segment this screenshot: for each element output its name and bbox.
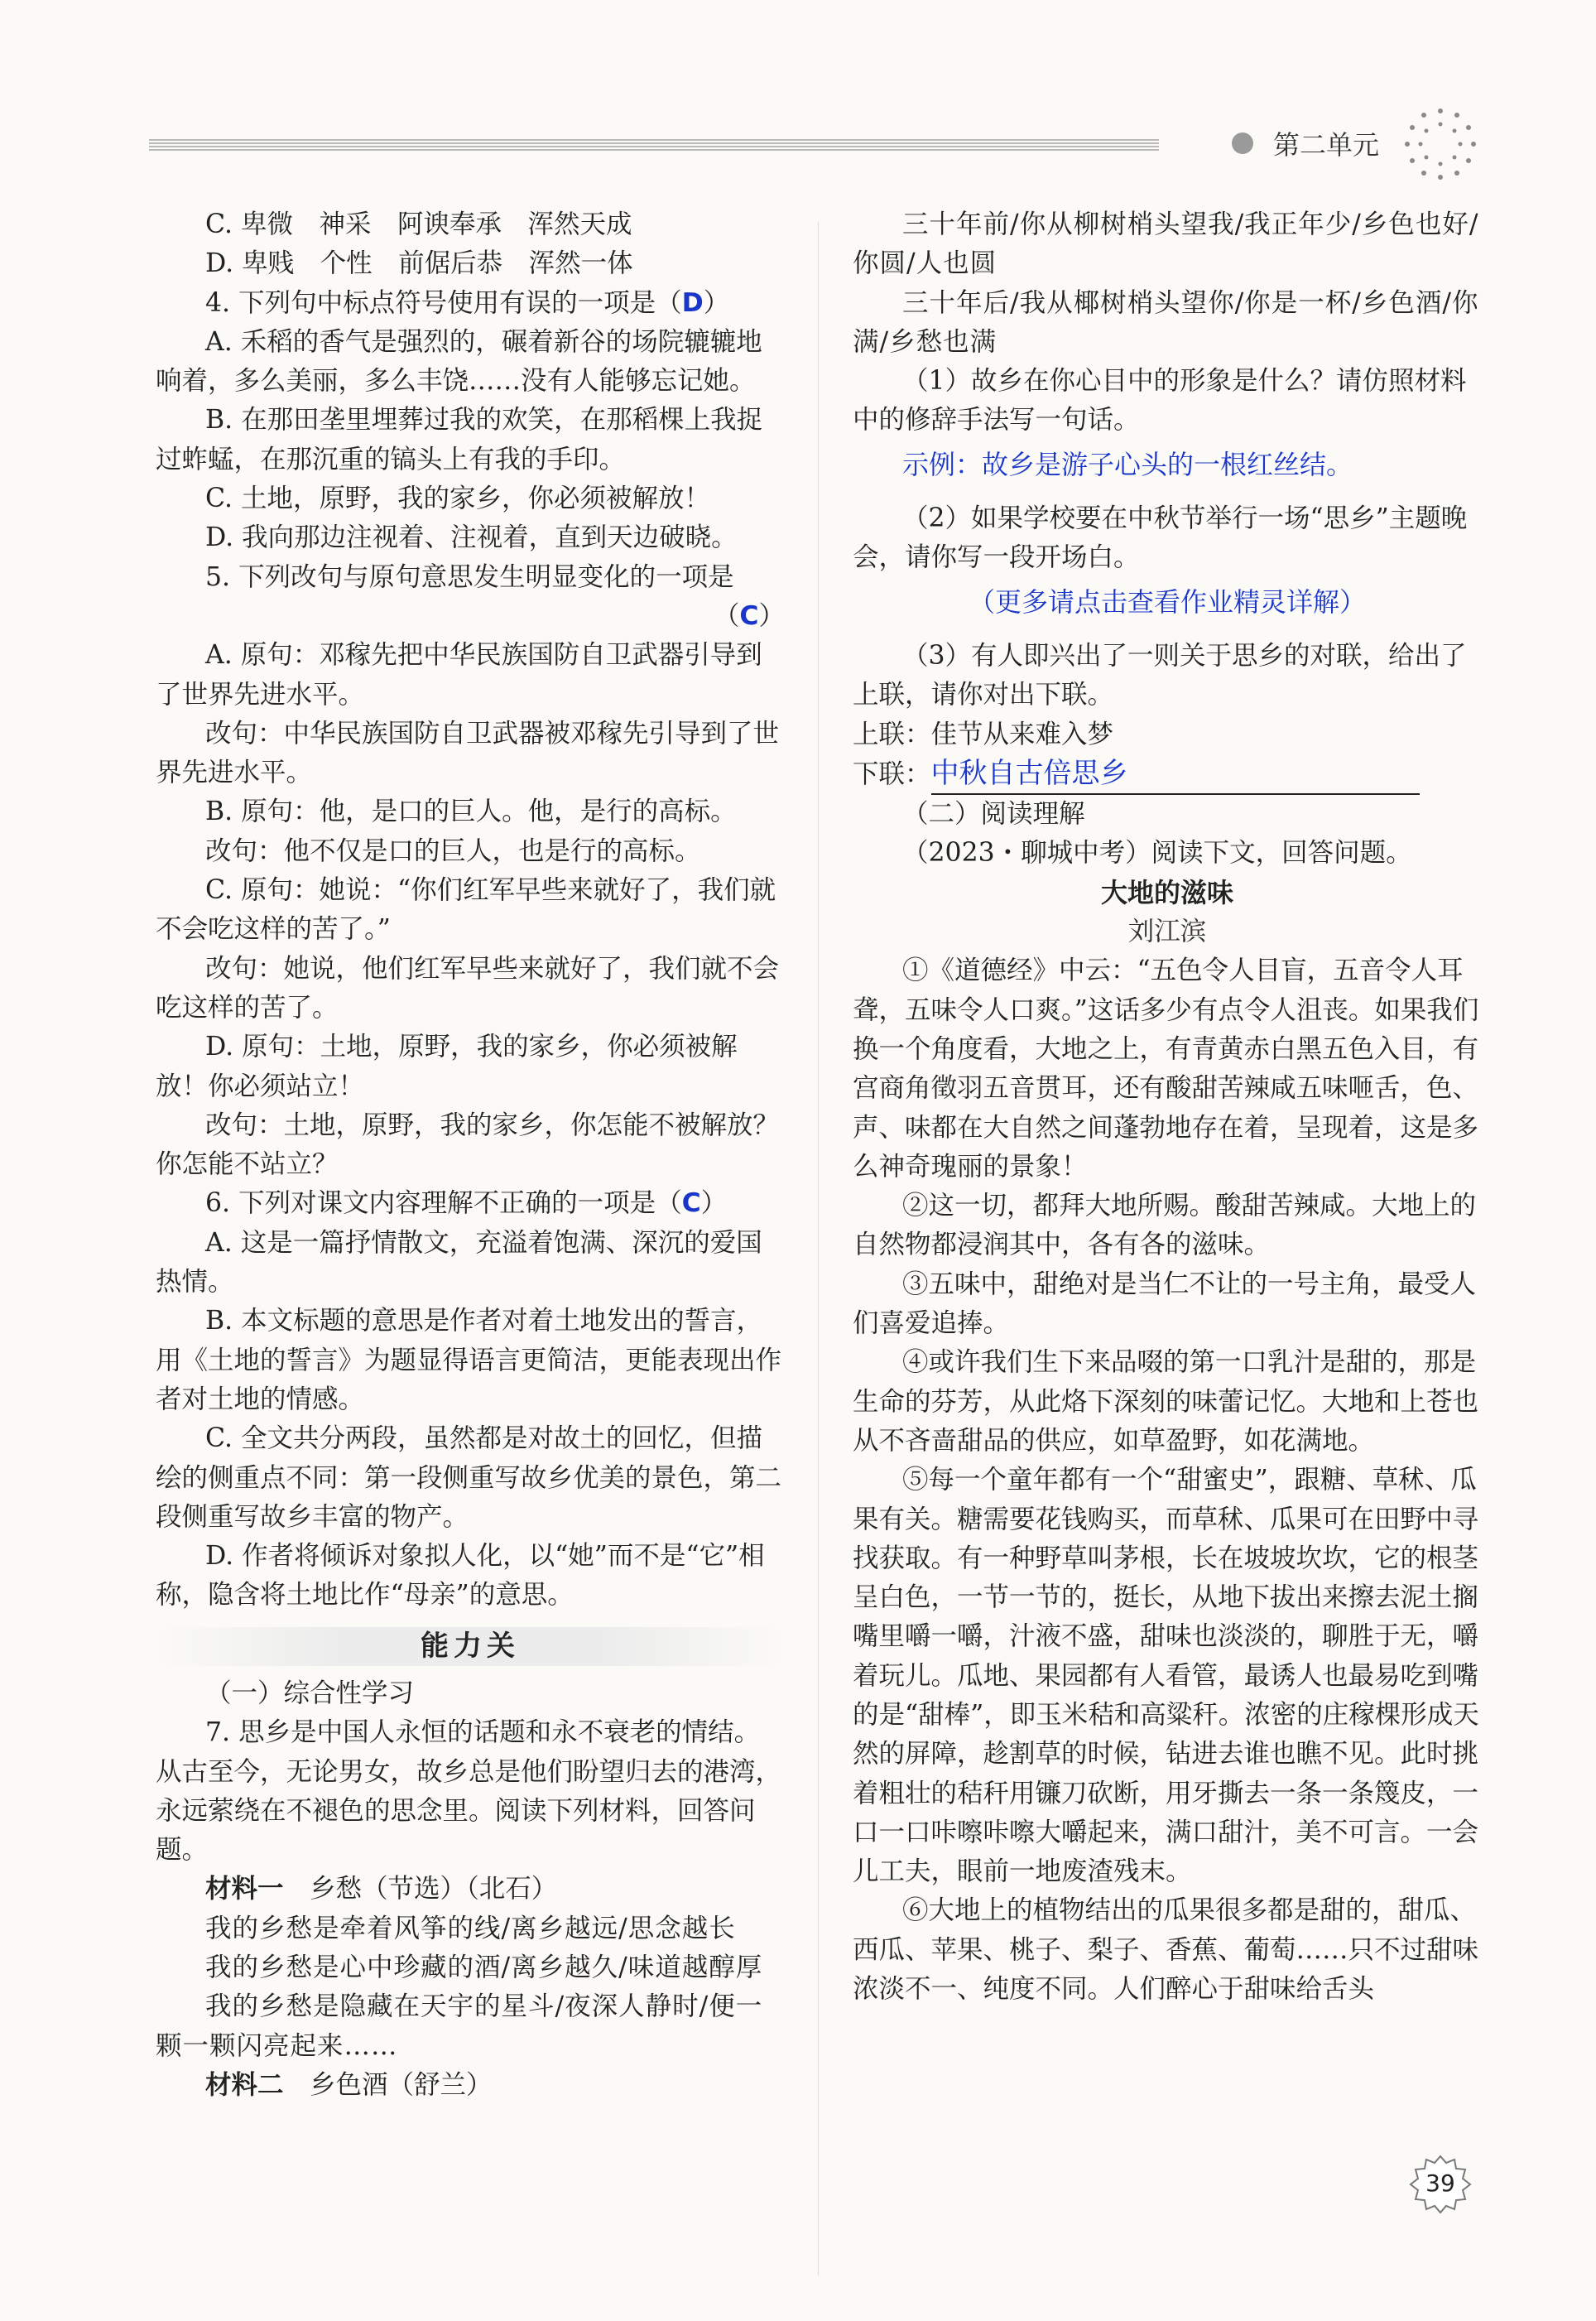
subsection-2: （二）阅读理解 xyxy=(902,799,1085,830)
q5-option-d-revised: 改句：土地，原野，我的家乡，你怎能不被解放？你怎能不站立？ xyxy=(156,1110,780,1180)
paragraph-3: ③五味中，甜绝对是当仁不让的一号主角，最受人们喜爱追捧。 xyxy=(853,1269,1477,1339)
answer-4: D xyxy=(681,287,704,318)
paragraph-6: ⑥大地上的植物结出的瓜果很多都是甜的，甜瓜、西瓜、苹果、桃子、梨子、香蕉、葡萄……只不过甜味浓淡不一、纯度不同。人们醉心于甜味给舌头 xyxy=(853,1895,1479,2005)
answer-7-1: 示例：故乡是游子心头的一根红丝结。 xyxy=(902,448,1353,480)
q5-option-c-revised: 改句：她说，他们红军早些来就好了，我们就不会吃这样的苦了。 xyxy=(156,953,780,1023)
material-1-heading: 材料一 乡愁（节选）（北石） xyxy=(205,1874,558,1904)
right-column xyxy=(853,205,1482,2009)
answer-6: C xyxy=(681,1188,701,1219)
paragraph-2: ②这一切，都拜大地所赐。酸甜苦辣咸。大地上的自然物都浸润其中，各有各的滋味。 xyxy=(853,1191,1477,1260)
question-7-1: （1）故乡在你心目中的形象是什么？请仿照材料中的修辞手法写一句话。 xyxy=(853,366,1467,436)
poem2-line-1: 三十年前/你从柳树梢头望我/我正年少/乡色也好/你圆/人也圆 xyxy=(853,209,1479,279)
couplet-lower-answer: 中秋自古倍思乡 xyxy=(931,754,1420,795)
question-5-answer: （C） xyxy=(713,600,785,631)
answer-5: C xyxy=(739,600,759,631)
poem-line-2: 我的乡愁是心中珍藏的酒/离乡越久/味道越醇厚 xyxy=(205,1953,763,1983)
q5-option-d-original: D. 原句：土地，原野，我的家乡，你必须被解放！你必须站立！ xyxy=(156,1032,738,1101)
q6-option-d: D. 作者将倾诉对象拟人化，以“她”而不是“它”相称，隐含将土地比作“母亲”的意思。 xyxy=(156,1541,765,1611)
q4-option-b: B. 在那田垄里埋葬过我的欢笑，在那稻棵上我捉过蚱蜢，在那沉重的镐头上有我的手印。 xyxy=(156,405,763,474)
page-number: 39 xyxy=(1425,2169,1455,2197)
unit-title: 第二单元 xyxy=(1273,129,1380,161)
q6-option-b: B. 本文标题的意思是作者对着土地发出的誓言，用《土地的誓言》为题显得语言更简洁，更能表现出作者对土地的情感。 xyxy=(156,1306,782,1414)
bullet-dot-icon xyxy=(1232,132,1253,154)
paragraph-4: ④或许我们生下来品啜的第一口乳汁是甜的，那是生命的芬芳，从此烙下深刻的味蕾记忆。大地和上苍也从不吝啬甜品的供应，如草盈野，如花满地。 xyxy=(853,1347,1479,1456)
q5-option-a-original: A. 原句：邓稼先把中华民族国防自卫武器引导到了世界先进水平。 xyxy=(156,640,762,710)
paragraph-1: ①《道德经》中云：“五色令人目盲，五音令人耳聋，五味令人口爽。”这话多少有点令人沮丧。如果我们换一个角度看，大地之上，有青黄赤白黑五色入目，有宫商角徵羽五音贯耳，还有酸甜苦辣咸五味咂舌，色、声、味都在大自然之间蓬勃地存在着，呈现着，这是多么神奇瑰丽的景象！ xyxy=(853,956,1479,1182)
poem-line-1: 我的乡愁是牵着风筝的线/离乡越远/思念越长 xyxy=(205,1913,736,1943)
section-heading: 能力关 xyxy=(156,1627,785,1666)
option-c-line: C. 卑微 神采 阿谀奉承 浑然天成 xyxy=(205,209,632,239)
subsection-1: （一）综合性学习 xyxy=(205,1678,415,1708)
q5-option-a-revised: 改句：中华民族国防自卫武器被邓稼先引导到了世界先进水平。 xyxy=(156,718,780,788)
couplet-lower: 下联：中秋自古倍思乡 xyxy=(853,754,1482,795)
article-author: 刘江滨 xyxy=(1127,917,1207,947)
column-divider xyxy=(818,222,819,2275)
q6-option-c: C. 全文共分两段，虽然都是对故土的回忆，但描绘的侧重点不同：第一段侧重写故乡优美的景色，第二段侧重写故乡丰富的物产。 xyxy=(156,1423,782,1532)
paragraph-5: ⑤每一个童年都有一个“甜蜜史”，跟糖、草秫、瓜果有关。糖需要花钱购买，而草秫、瓜果可在田野中寻找获取。有一种野草叫茅根，长在坡坡坎坎，它的根茎呈白色，一节一节的，挺长，从地下拔出来擦去泥土搁嘴里嚼一嚼，汁液不盛，甜味也淡淡的，聊胜于无，嚼着玩儿。瓜地、果园都有人看管，最诱人也最易吃到嘴的是“甜棒”，即玉米秸和高粱秆。浓密的庄稼棵形成天然的屏障，趁割草的时候，钻进去谁也瞧不见。此时挑着粗壮的秸秆用镰刀砍断，用牙撕去一条一条篾皮，一口一口咔嚓咔嚓大嚼起来，满口甜汁，美不可言。一会儿工夫，眼前一地废渣残末。 xyxy=(853,1465,1479,1887)
reading-intro: （2023・聊城中考）阅读下文，回答问题。 xyxy=(902,838,1412,869)
material-2-heading: 材料二 乡色酒（舒兰） xyxy=(205,2069,493,2100)
answer-7-2-link[interactable]: （更多请点击查看作业精灵详解） xyxy=(968,585,1366,618)
question-6: 6. 下列对课文内容理解不正确的一项是（C） xyxy=(205,1188,728,1219)
q4-option-d: D. 我向那边注视着、注视着，直到天边破晓。 xyxy=(205,522,738,553)
poem2-line-2: 三十年后/我从椰树梢头望你/你是一杯/乡色酒/你满/乡愁也满 xyxy=(853,287,1479,357)
q6-option-a: A. 这是一篇抒情散文，充溢着饱满、深沉的爱国热情。 xyxy=(156,1227,762,1298)
header-rule xyxy=(149,139,1159,151)
sun-ornament-icon xyxy=(1402,106,1478,182)
option-d-line: D. 卑贱 个性 前倨后恭 浑然一体 xyxy=(205,248,633,279)
q5-option-c-original: C. 原句：她说：“你们红军早些来就好了，我们就不会吃这样的苦了。” xyxy=(156,875,776,945)
q5-option-b-revised: 改句：他不仅是口的巨人，也是行的高标。 xyxy=(205,835,701,866)
question-7-3: （3）有人即兴出了一则关于思乡的对联，给出了上联，请你对出下联。 xyxy=(853,640,1467,710)
left-column xyxy=(156,205,785,2105)
question-4: 4. 下列句中标点符号使用有误的一项是（D） xyxy=(205,287,730,318)
couplet-upper: 上联：佳节从来难入梦 xyxy=(853,719,1114,749)
article-title: 大地的滋味 xyxy=(1100,876,1233,908)
page-number-badge xyxy=(1409,2153,1472,2216)
question-5: 5. 下列改句与原句意思发生明显变化的一项是 xyxy=(205,561,734,592)
question-7-2: （2）如果学校要在中秋节举行一场“思乡”主题晚会，请你写一段开场白。 xyxy=(853,503,1468,573)
q4-option-a: A. 禾稻的香气是强烈的，碾着新谷的场院辘辘地响着，多么美丽，多么丰饶……没有人能够忘记她。 xyxy=(156,326,762,397)
q5-option-b-original: B. 原句：他，是口的巨人。他，是行的高标。 xyxy=(205,797,737,827)
q4-option-c: C. 土地，原野，我的家乡，你必须被解放！ xyxy=(205,484,711,514)
question-7: 7. 思乡是中国人永恒的话题和永不衰老的情结。从古至今，无论男女，故乡总是他们盼望归去的港湾，永远萦绕在不褪色的思念里。阅读下列材料，回答问题。 xyxy=(156,1717,782,1866)
poem-line-3: 我的乡愁是隐藏在天宇的星斗/夜深人静时/便一颗一颗闪亮起来…… xyxy=(156,1991,763,2061)
